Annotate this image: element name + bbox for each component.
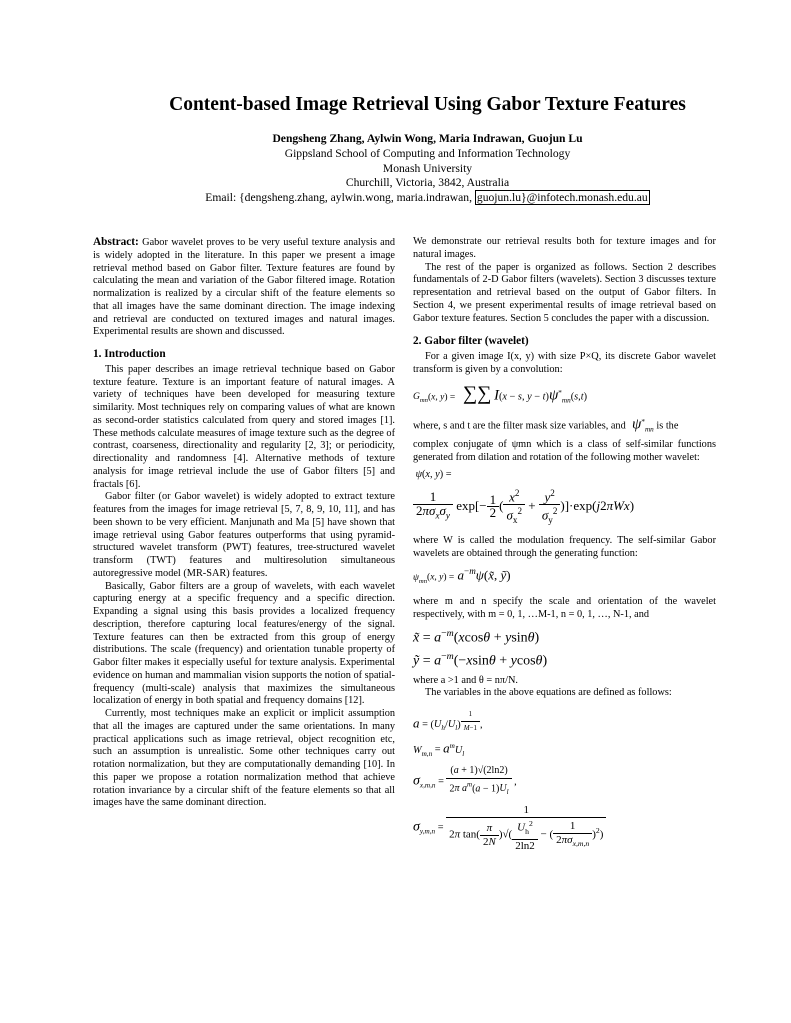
equation-y-tilde: ỹ = $a^{-m}(-xsin\theta + ycos\theta)$ xyxy=(413,651,548,669)
affiliation-line: Churchill, Victoria, 3842, Australia xyxy=(345,176,510,190)
left-column xyxy=(93,236,395,810)
paragraph: This paper describes an image retrieval technique based on Gabor texture feature. Texture is an important feature of natural images. A variety of techniques have been developed for measuring texture similarity. Most techniques rely on comparing values of what are known as second-order statistics calculated from query and stored images [1]. These methods calculate measures of image texture such as the degree of contrast, coarseness, directionality and regularity [2, 3]; or periodicity, directionality and randomness [4]. Alternative methods of texture analysis for image retrieval include the use of Gabor filters [5] and fractals [6]. xyxy=(93,363,395,490)
paragraph: where m and n specify the scale and orientation of the wavelet respectively, with m = 0, 1, …M-1, n = 0, 1, …, N-1, and xyxy=(413,596,716,620)
equation-sigma-x: $\sigma_{x,m,n}$ = $\frac{(a + 1)√(2\ln 2)}{2\pi a^m(a - 1)U_l}$ , xyxy=(413,765,517,797)
affiliation-line: Gippsland School of Computing and Information Technology xyxy=(284,147,571,160)
abstract xyxy=(93,236,395,339)
paragraph: The rest of the paper is organized as follows. Section 2 describes fundamentals of 2-D Gabor filters (wavelets). Section 3 discusses texture representation and retrieval based on the output of Gabor filters. In Section 4, we present experimental results of image retrieval based on Gabor texture features. Section 5 concludes the paper with a discussion. xyxy=(413,261,716,324)
paragraph: complex conjugate of ψmn which is a class of self-similar functions generated from dilation and rotation of the following mother wavelet: xyxy=(413,438,716,463)
abstract-text: Gabor wavelet proves to be very useful texture analysis and is widely adopted in the literature. In this paper we present a image retrieval method based on Gabor filter. Texture features are found by calculating the mean and variation of the Gabor filtered image. Rotation normalization is realized by a circular shift of the feature elements so that all images have the same dominant direction. The image indexing and retrieval are conducted on textured images and natural images. Experimental results are shown and discussed. xyxy=(93,237,396,338)
section-heading: 1. Introduction xyxy=(93,348,166,360)
equation-mother-wavelet: $\frac{1}{2\pi\sigma_x\sigma_y}$ exp[− $\frac{1}{2}$ ( $\frac{x^2}{\sigma_x^2}$ + $\frac{y^2}{\sigma_y^2}$ )]·exp(j2πWx) xyxy=(413,487,716,527)
abstract-label: Abstract: xyxy=(93,236,139,248)
affiliation xyxy=(60,147,791,191)
paragraph: We demonstrate our retrieval results both for texture images and for natural images. xyxy=(413,236,716,260)
paragraph: where a >1 and θ = nπ/N. xyxy=(413,674,518,686)
equation-w: $W_{m,n} = a^mU_l$ xyxy=(413,740,465,758)
email-link[interactable]: guojun.lu}@infotech.monash.edu.au xyxy=(476,191,648,204)
affiliation-line: Monash University xyxy=(382,161,473,175)
email-text: Email: {dengsheng.zhang, aylwin.wong, maria.indrawan, xyxy=(205,191,472,204)
section-heading: 2. Gabor filter (wavelet) xyxy=(413,335,529,348)
paragraph: For a given image I(x, y) with size P×Q, its discrete Gabor wavelet transform is given by a convolution: xyxy=(413,351,716,375)
right-column xyxy=(413,236,716,857)
equation-a: $a = (U_h/U_l)$ $^{\frac{1}{M-1}}$ , xyxy=(413,710,483,733)
equation-gabor-transform: $G_{mn}(x$, y) = ∑∑ I(x − s, $y - t)\psi^*_{mn}(s,t)$ xyxy=(413,381,588,404)
equation-x-tilde: x̃ = $a^{-m}(xcos\theta + ysin\theta)$ xyxy=(413,627,540,646)
paragraph: Basically, Gabor filters are a group of wavelets, with each wavelet capturing energy at a specific frequency and a specific direction. Expanding a signal using this basis provides a localized frequency description, therefore capturing local features/energy of the signal. Texture features can then be extracted from this group of energy distributions. The scale (frequency) and orientation tunable property of Gabor filter makes it especially useful for texture analysis. Experimental evidence on human and mammalian vision supports the notion of spatial-frequency (multi-scale) analysis that maximizes the simultaneous localization of energy in both spatial and frequency domains [12]. xyxy=(93,580,395,707)
email-line xyxy=(60,191,791,206)
equation-sigma-y: $\sigma_{y,m,n}$ = 1 2π tan( $\frac{\pi}{2N}$ )√( $\frac{U_h^2}{2\ln 2}$ − ( $\frac{1}{2\pi\sigma_{x,m,n}}$ )$^2$) xyxy=(413,804,716,852)
author-list: Dengsheng Zhang, Aylwin Wong, Maria Indrawan, Guojun Lu xyxy=(272,132,583,145)
equation-generating-function: $\psi_{mn}(x$, $y) = a^{-m}\psi(x̃$, ỹ) xyxy=(413,566,511,585)
paragraph: where W is called the modulation frequency. The self-similar Gabor wavelets are obtained through the generating function: xyxy=(413,534,716,559)
paragraph: Currently, most techniques make an explicit or implicit assumption that all the images are captured under the same orientations. In many practical applications such as image retrieval, object recognition etc, such an assumption is unrealistic. Some other techniques carry out rotation normalization, but they are computationally demanding [10]. In this paper we propose a rotation normalization method that achieve rotation invariance by a circular shift of the feature elements so that all images have the same dominant direction. xyxy=(93,708,395,809)
paragraph: The variables in the above equations are defined as follows: xyxy=(425,687,672,699)
paper-title: Content-based Image Retrieval Using Gabor Texture Features xyxy=(169,94,686,115)
equation-mother-wavelet-label: ψ(x, y) = xyxy=(415,469,452,481)
paragraph: where, s and t are the filter mask size variables, and $\psi^*_{mn}$ is the xyxy=(413,415,679,434)
paragraph: Gabor filter (or Gabor wavelet) is widely adopted to extract texture features from the images for image retrieval [5, 7, 8, 9, 10, 11], and has been shown to be very efficient. Manjunath and Ma [5] have shown that image retrieval using Gabor features outperforms that using pyramid-structured wavelet transform (PWT) features, tree-structured wavelet transform (TWT) features and multiresolution simultaneous autoregressive model (MR-SAR) features. xyxy=(93,491,395,579)
